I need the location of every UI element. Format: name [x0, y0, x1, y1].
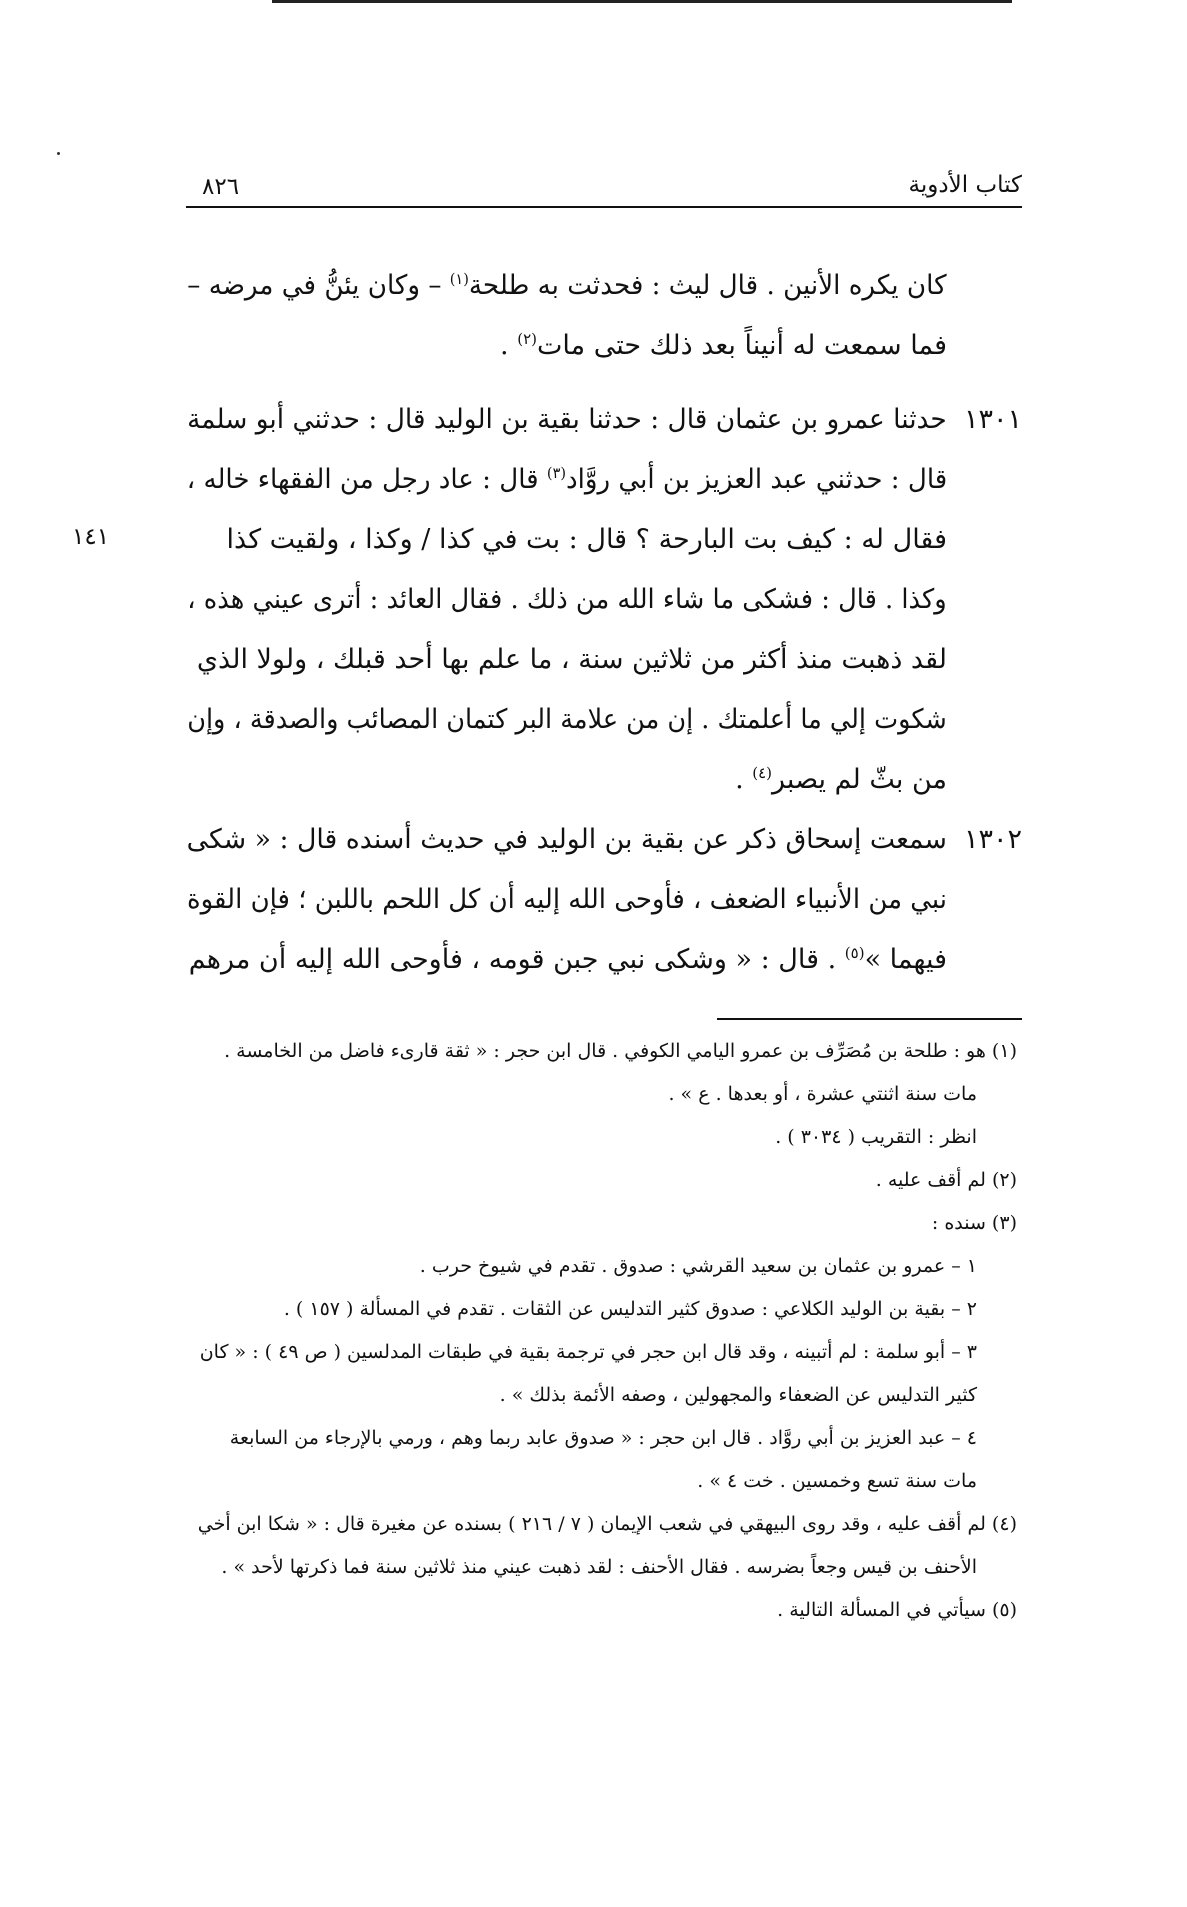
body-line: سمعت إسحاق ذكر عن بقية بن الوليد في حديث أسنده قال : « شكى	[186, 824, 947, 855]
body-line: شكوت إلي ما أعلمتك . إن من علامة البر كتمان المصائب والصدقة ، وإن	[187, 704, 947, 735]
running-header	[186, 172, 1022, 208]
footnote-marker: (٤)	[752, 764, 773, 782]
footnote-line: مات سنة تسع وخمسين . خت ٤ » .	[697, 1470, 977, 1492]
page-number: ٨٢٦	[202, 174, 240, 200]
body-line: فما سمعت له أنيناً بعد ذلك حتى مات$^{(٢)}$ .	[500, 330, 947, 361]
footnote-line: (٣) سنده :	[931, 1212, 1017, 1234]
footnote-marker: (٥)	[844, 944, 865, 962]
body-line: لقد ذهبت منذ أكثر من ثلاثين سنة ، ما علم بها أحد قبلك ، ولولا الذي	[196, 644, 947, 675]
scan-border-line	[272, 0, 1012, 3]
footnote-line: ١ – عمرو بن عثمان بن سعيد القرشي : صدوق . تقدم في شيوخ حرب .	[419, 1255, 977, 1277]
body-line: وكذا . قال : فشكى ما شاء الله من ذلك . فقال العائد : أترى عيني هذه ،	[187, 584, 947, 615]
footnote-line: (٥) سيأتي في المسألة التالية .	[777, 1599, 1017, 1621]
footnote-line: (١) هو : طلحة بن مُصَرِّف بن عمرو اليامي الكوفي . قال ابن حجر : « ثقة قارىء فاضل من الخامسة .	[224, 1040, 1017, 1062]
entry-number: ١٣٠١	[963, 404, 1022, 435]
footnote-marker: (٣)	[546, 464, 566, 482]
footnote-marker: (٢)	[517, 330, 537, 348]
header-rule	[186, 206, 1022, 208]
footnote-line: كثير التدليس عن الضعفاء والمجهولين ، وصفه الأئمة بذلك » .	[499, 1384, 977, 1406]
body-line: قال : حدثني عبد العزيز بن أبي روَّاد$^{(٣)}$ قال : عاد رجل من الفقهاء خاله ،	[186, 464, 947, 495]
footnote-marker: (١)	[450, 270, 470, 288]
body-line: كان يكره الأنين . قال ليث : فحدثت به طلحة$^{(١)}$ – وكان يئنُّ في مرضه –	[187, 270, 947, 301]
book-title: كتاب الأدوية	[908, 172, 1022, 198]
body-line: حدثنا عمرو بن عثمان قال : حدثنا بقية بن الوليد قال : حدثني أبو سلمة	[187, 404, 947, 435]
footnote-line: (٢) لم أقف عليه .	[875, 1169, 1017, 1191]
body-line: فيهما »$^{(٥)}$ . قال : « وشكى نبي جبن قومه ، فأوحى الله إليه أن مرهم	[188, 944, 947, 975]
footnote-line: ٢ – بقية بن الوليد الكلاعي : صدوق كثير التدليس عن الثقات . تقدم في المسألة ( ١٥٧ ) .	[283, 1298, 977, 1320]
footnote-line: الأحنف بن قيس وجعاً بضرسه . فقال الأحنف : لقد ذهبت عيني منذ ثلاثين سنة فما ذكرتها لأحد » .	[221, 1556, 977, 1578]
scan-speck	[57, 152, 60, 155]
body-line: نبي من الأنبياء الضعف ، فأوحى الله إليه أن كل اللحم باللبن ؛ فإن القوة	[187, 884, 947, 915]
body-line: من بثّ لم يصبر$^{(٤)}$ .	[735, 764, 947, 795]
footnote-line: (٤) لم أقف عليه ، وقد روى البيهقي في شعب الإيمان ( ٧ / ٢١٦ ) بسنده عن مغيرة قال : « شكا ابن أخي	[197, 1513, 1017, 1535]
footnote-line: ٤ – عبد العزيز بن أبي روَّاد . قال ابن حجر : « صدوق عابد ربما وهم ، ورمي بالإرجاء من السابعة	[229, 1427, 977, 1449]
footnote-line: مات سنة اثنتي عشرة ، أو بعدها . ع » .	[668, 1083, 977, 1105]
footnote-line: ٣ – أبو سلمة : لم أتبينه ، وقد قال ابن حجر في ترجمة بقية في طبقات المدلسين ( ص ٤٩ ) : « كان	[199, 1341, 977, 1363]
footnote-separator	[717, 1018, 1022, 1020]
margin-page-reference: ١٤١	[72, 524, 110, 550]
body-line: فقال له : كيف بت البارحة ؟ قال : بت في كذا / وكذا ، ولقيت كذا	[226, 524, 947, 555]
entry-number: ١٣٠٢	[963, 824, 1022, 855]
footnote-line: انظر : التقريب ( ٣٠٣٤ ) .	[775, 1126, 977, 1148]
